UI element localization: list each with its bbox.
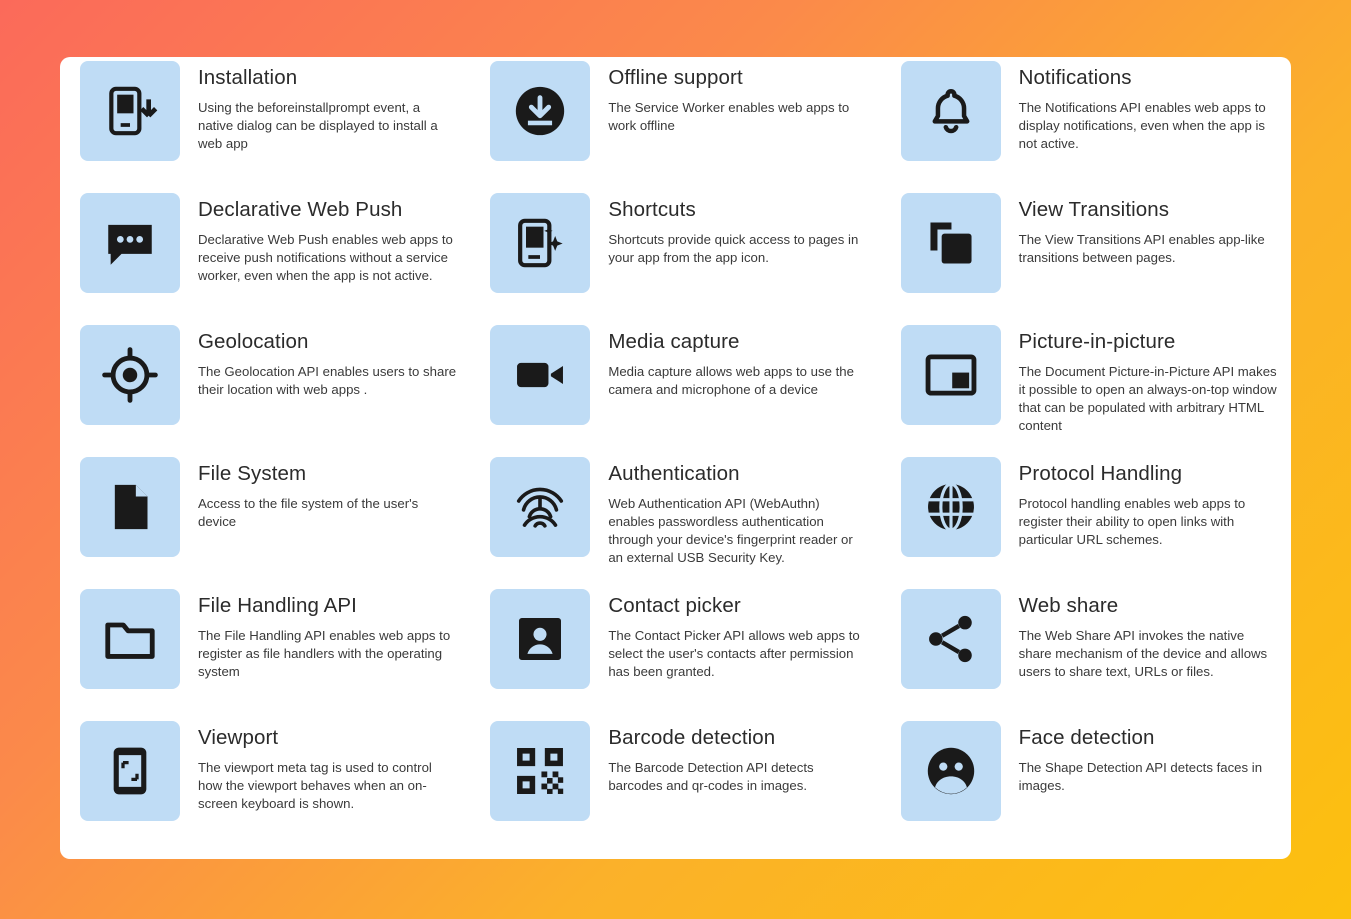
features-panel [60, 57, 1291, 859]
feature-text [198, 453, 458, 531]
feature-title: Contact picker [608, 594, 741, 617]
feature-text [1019, 57, 1279, 153]
feature-title: Offline support [608, 66, 743, 89]
feature-card-media-capture[interactable] [470, 321, 880, 453]
feature-card-installation[interactable] [60, 57, 470, 189]
folder-icon [80, 589, 180, 689]
mobile-viewport-icon [80, 721, 180, 821]
feature-card-viewport[interactable] [60, 717, 470, 849]
feature-description: Media capture allows web apps to use the camera and microphone of a device [608, 363, 854, 397]
feature-text [608, 453, 868, 567]
feature-title: Picture-in-picture [1018, 330, 1176, 353]
feature-title: Viewport [198, 726, 279, 749]
features-grid [60, 57, 1291, 849]
feature-card-picture-in-picture[interactable] [881, 321, 1291, 453]
feature-card-geolocation[interactable] [60, 321, 470, 453]
feature-description: The Notifications API enables web apps to display notifications, even when the app is not active. [1018, 99, 1266, 151]
feature-description: The View Transitions API enables app-like transitions between pages. [1018, 231, 1265, 265]
feature-text [198, 57, 458, 153]
picture-in-picture-icon [901, 325, 1001, 425]
contact-card-icon [490, 589, 590, 689]
feature-card-file-system[interactable] [60, 453, 470, 585]
feature-text [198, 321, 458, 399]
feature-card-authentication[interactable] [470, 453, 880, 585]
feature-title: Geolocation [198, 330, 309, 353]
feature-text [1019, 321, 1279, 435]
feature-description: Declarative Web Push enables web apps to receive push notifications without a service worker, even when the app is not active. [198, 231, 453, 283]
feature-title: Barcode detection [608, 726, 776, 749]
feature-description: Web Authentication API (WebAuthn) enables passwordless authentication through your device's fingerprint reader or an external USB Security Key. [608, 495, 853, 566]
feature-description: The Service Worker enables web apps to work offline [608, 99, 850, 133]
feature-title: File System [198, 462, 307, 485]
video-camera-icon [490, 325, 590, 425]
feature-card-notifications[interactable] [881, 57, 1291, 189]
feature-card-view-transitions[interactable] [881, 189, 1291, 321]
install-mobile-icon [80, 61, 180, 161]
feature-card-face-detection[interactable] [881, 717, 1291, 849]
feature-title: Declarative Web Push [198, 198, 403, 221]
feature-text [608, 717, 868, 795]
feature-title: Face detection [1018, 726, 1155, 749]
fingerprint-icon [490, 457, 590, 557]
feature-description: The File Handling API enables web apps to register as file handlers with the operating system [198, 627, 451, 679]
feature-description: The Web Share API invokes the native share mechanism of the device and allows users to share text, URLs or files. [1018, 627, 1268, 679]
feature-text [198, 585, 458, 681]
feature-description: The Document Picture-in-Picture API makes it possible to open an always-on-top window that can be populated with arbitrary HTML content [1018, 363, 1277, 434]
feature-card-barcode-detection[interactable] [470, 717, 880, 849]
feature-text [608, 57, 868, 135]
feature-card-file-handling-api[interactable] [60, 585, 470, 717]
feature-text [1019, 189, 1279, 267]
feature-card-web-share[interactable] [881, 585, 1291, 717]
feature-title: Web share [1018, 594, 1119, 617]
share-icon [901, 589, 1001, 689]
feature-description: Shortcuts provide quick access to pages in your app from the app icon. [608, 231, 859, 265]
feature-description: Protocol handling enables web apps to register their ability to open links with particular URL schemes. [1018, 495, 1246, 547]
feature-title: Installation [198, 66, 298, 89]
phone-sparkle-icon [490, 193, 590, 293]
feature-title: File Handling API [198, 594, 357, 617]
feature-card-contact-picker[interactable] [470, 585, 880, 717]
feature-text [608, 189, 868, 267]
chat-bubble-icon [80, 193, 180, 293]
bell-icon [901, 61, 1001, 161]
feature-text [608, 321, 868, 399]
layers-transition-icon [901, 193, 1001, 293]
feature-text [198, 189, 458, 285]
feature-card-offline-support[interactable] [470, 57, 880, 189]
feature-card-shortcuts[interactable] [470, 189, 880, 321]
feature-title: Authentication [608, 462, 740, 485]
feature-title: View Transitions [1018, 198, 1170, 221]
feature-card-protocol-handling[interactable] [881, 453, 1291, 585]
feature-text [1019, 585, 1279, 681]
feature-text [1019, 717, 1279, 795]
feature-card-declarative-web-push[interactable] [60, 189, 470, 321]
feature-description: Access to the file system of the user's device [198, 495, 419, 529]
feature-title: Shortcuts [608, 198, 696, 221]
globe-icon [901, 457, 1001, 557]
qr-code-icon [490, 721, 590, 821]
feature-description: The Shape Detection API detects faces in images. [1018, 759, 1263, 793]
file-document-icon [80, 457, 180, 557]
feature-description: The Contact Picker API allows web apps to select the user's contacts after permission has been granted. [608, 627, 860, 679]
feature-text [198, 717, 458, 813]
face-icon [901, 721, 1001, 821]
feature-description: The Barcode Detection API detects barcodes and qr-codes in images. [608, 759, 814, 793]
feature-description: The viewport meta tag is used to control how the viewport behaves when an on-screen keyboard is shown. [198, 759, 432, 811]
feature-text [1019, 453, 1279, 549]
feature-title: Notifications [1018, 66, 1132, 89]
feature-description: The Geolocation API enables users to share their location with web apps . [198, 363, 457, 397]
location-target-icon [80, 325, 180, 425]
feature-title: Protocol Handling [1018, 462, 1183, 485]
feature-title: Media capture [608, 330, 740, 353]
feature-description: Using the beforeinstallprompt event, a native dialog can be displayed to install a web app [198, 99, 438, 151]
download-circle-icon [490, 61, 590, 161]
feature-text [608, 585, 868, 681]
